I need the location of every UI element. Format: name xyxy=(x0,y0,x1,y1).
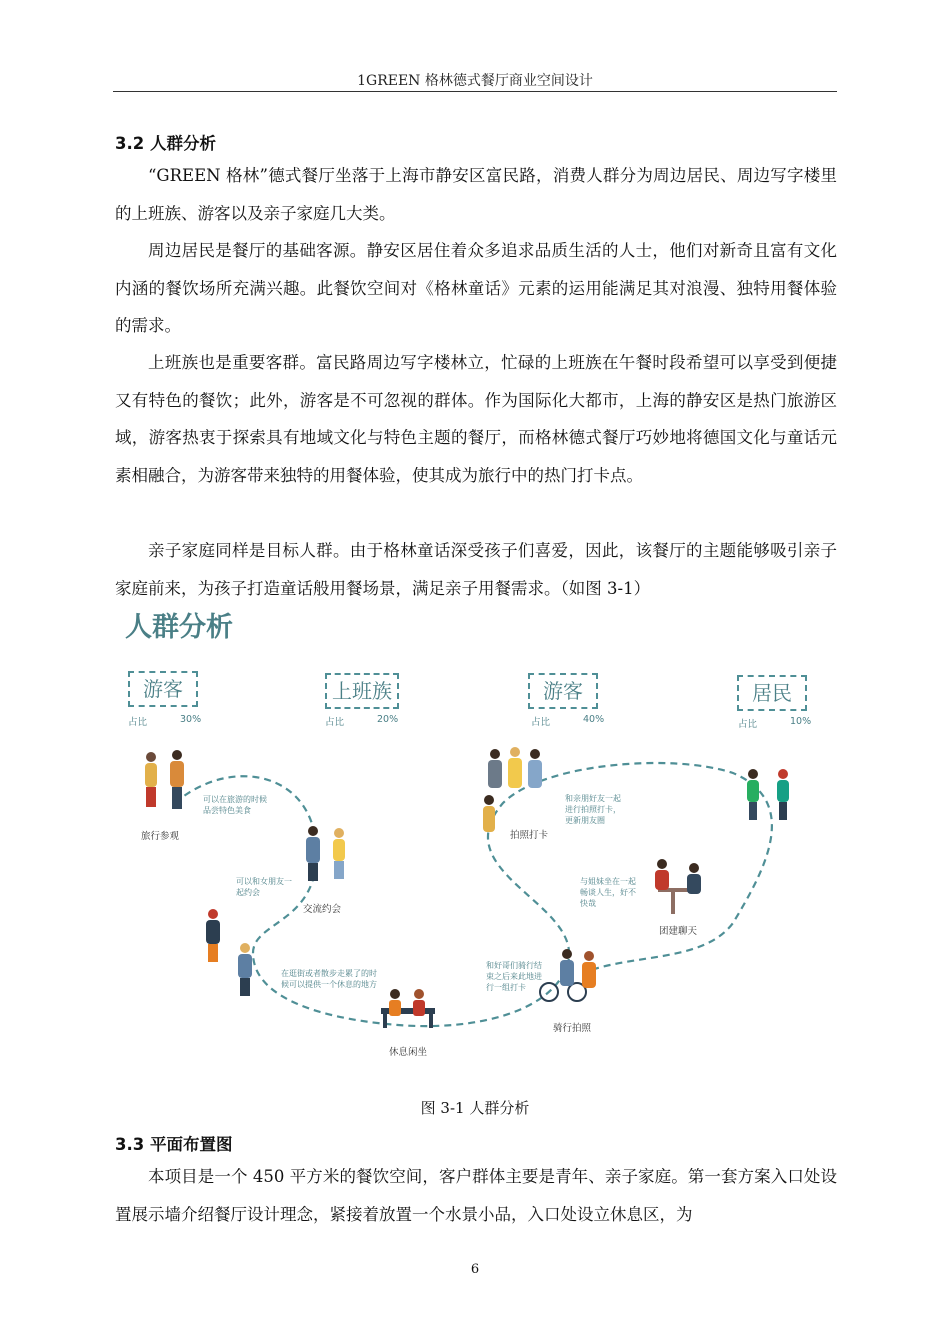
note-photo: 和亲朋好友一起 进行拍照打卡， 更新朋友圈 xyxy=(565,794,621,825)
section-heading-3-3: 3.3 平面布置图 xyxy=(115,1135,233,1154)
group-share-office-worker xyxy=(325,714,399,728)
figure-title: 人群分析 xyxy=(125,612,233,643)
group-share-resident xyxy=(738,716,812,730)
paragraph-4: 亲子家庭同样是目标人群。由于格林童话深受孩子们喜爱，因此，该餐厅的主题能够吸引亲子家庭前来，为孩子打造童话般用餐场景，满足亲子用餐需求。（如图 3-1） xyxy=(115,541,837,598)
running-header: 1GREEN 格林德式餐厅商业空间设计 xyxy=(357,73,593,89)
people-illustration-photo xyxy=(483,747,542,832)
note-team: 与姐妹坐在一起 畅谈人生，好不 快哉 xyxy=(580,877,636,908)
share-label: 占比 xyxy=(531,717,551,728)
group-tag-office-worker: 上班族 xyxy=(325,673,399,709)
group-tag-resident: 居民 xyxy=(737,675,807,711)
people-illustration-rest xyxy=(381,989,435,1028)
page-number: 6 xyxy=(470,1262,480,1277)
activity-travel: 旅行参观 xyxy=(141,831,180,842)
people-illustration-dance xyxy=(747,769,789,820)
people-illustration-travel xyxy=(145,750,184,809)
group-tag-tourist-1: 游客 xyxy=(128,671,198,707)
group-share-tourist-1 xyxy=(128,714,202,728)
note-rest: 在逛街或者散步走累了的时 候可以提供一个休息的地方 xyxy=(281,969,377,989)
paragraph-1: “GREEN 格林”德式餐厅坐落于上海市静安区富民路，消费人群分为周边居民、周边写字楼里的上班族、游客以及亲子家庭几大类。 xyxy=(115,166,837,223)
group-share-tourist-2 xyxy=(531,714,605,728)
share-value: 20% xyxy=(377,714,399,725)
people-illustration-team xyxy=(655,859,701,914)
note-ride: 和好哥们骑行结 束之后来此地进 行一组打卡 xyxy=(486,961,542,992)
paragraph-2: 周边居民是餐厅的基础客源。静安区居住着众多追求品质生活的人士，他们对新奇且富有文化内涵的餐饮场所充满兴趣。此餐饮空间对《格林童话》元素的运用能满足其对浪漫、独特用餐体验的需求。 xyxy=(115,241,837,335)
activity-rest: 休息闲坐 xyxy=(389,1047,428,1058)
group-tag-tourist-2: 游客 xyxy=(528,673,598,709)
paragraph-3: 上班族也是重要客群。富民路周边写字楼林立，忙碌的上班族在午餐时段希望可以享受到便捷又有特色的餐饮；此外，游客是不可忽视的群体。作为国际化大都市，上海的静安区是热门旅游区域，游客热衷于探索具有地域文化与特色主题的餐厅，而格林德式餐厅巧妙地将德国文化与童话元素相融合，为游客带来独特的用餐体验，使其成为旅行中的热门打卡点。 xyxy=(115,353,837,485)
share-value: 30% xyxy=(180,714,202,725)
activity-chat: 交流约会 xyxy=(303,904,342,915)
activity-photo: 拍照打卡 xyxy=(510,830,549,841)
activity-team: 团建聊天 xyxy=(659,926,698,937)
crowd-analysis-figure xyxy=(113,603,837,1083)
share-label: 占比 xyxy=(128,717,148,728)
share-label: 占比 xyxy=(325,717,345,728)
people-illustration-chat xyxy=(306,826,345,881)
share-label: 占比 xyxy=(738,719,758,730)
header-rule xyxy=(113,91,837,92)
activity-ride: 骑行拍照 xyxy=(553,1023,592,1034)
note-chat: 可以和女朋友一 起约会 xyxy=(236,877,292,897)
people-illustration-walk xyxy=(206,909,252,996)
note-travel: 可以在旅游的时候 品尝特色美食 xyxy=(203,795,267,815)
share-value: 10% xyxy=(790,716,812,727)
share-value: 40% xyxy=(583,714,605,725)
section-heading-3-2: 3.2 人群分析 xyxy=(115,134,216,153)
paragraph-5: 本项目是一个 450 平方米的餐饮空间，客户群体主要是青年、亲子家庭。第一套方案入口处设置展示墙介绍餐厅设计理念，紧接着放置一个水景小品，入口处设立休息区，为 xyxy=(115,1167,837,1224)
journey-path xyxy=(113,603,837,1083)
figure-caption: 图 3-1 人群分析 xyxy=(420,1099,530,1117)
